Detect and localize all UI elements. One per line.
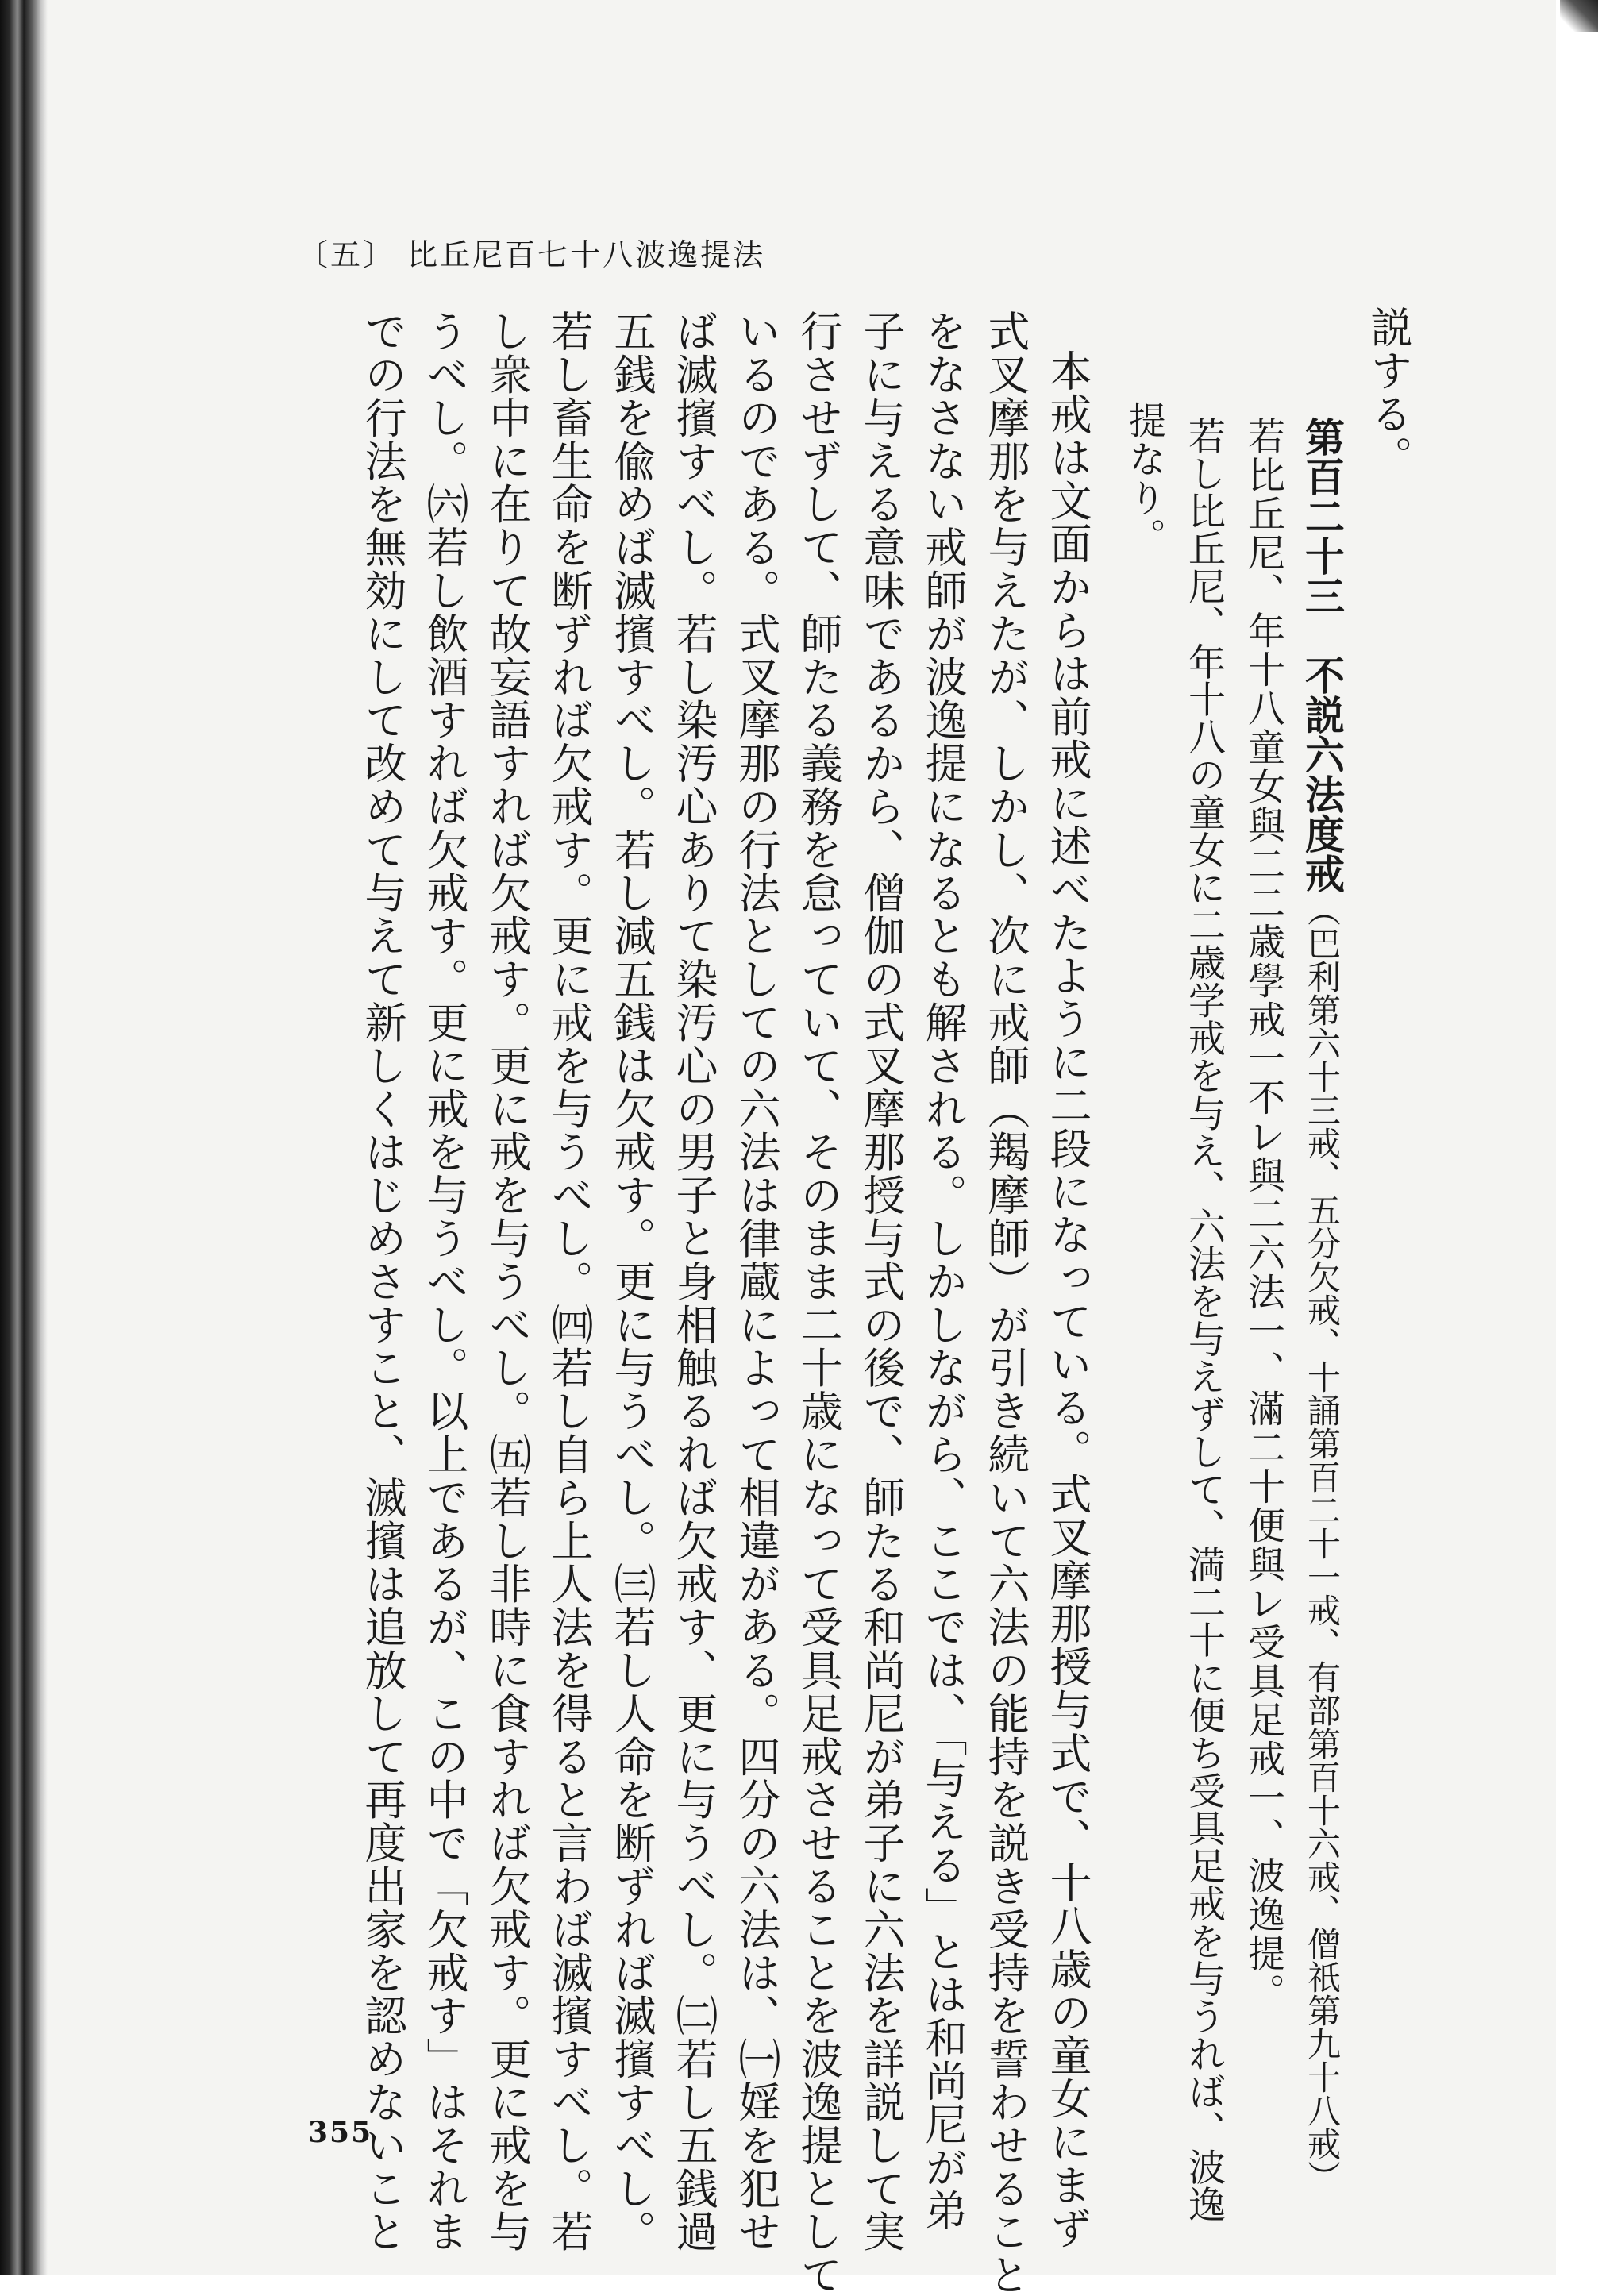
- reading-line-1: 若し比丘尼、年十八の童女に二歳学戒を与え、六法を与えずして、満二十に便ち受具足戒を与うれば、波逸: [1182, 417, 1226, 2224]
- commentary-line-2: 式叉摩那を与えたが、しかし、次に戒師（羯摩師）が引き続いて六法の能持を説き受持を誓わせること: [981, 310, 1030, 2296]
- classical-text: 若比丘尼、年十八童女與二二歳學戒一不レ與二六法一、滿二十便與レ受具足戒一、波逸提。: [1242, 417, 1285, 2012]
- scan-corner-shadow: [1560, 0, 1598, 32]
- commentary-line-8: 五銭を偸めば滅擯すべし。若し減五銭は欠戒す。更に与うべし。㈢若し人命を断ずれば滅擯すべし。: [607, 310, 656, 2253]
- commentary-line-5: 行させずして、師たる義務を怠っていて、そのまま二十歳になって受具足戒させることを波逸提として: [794, 310, 842, 2296]
- commentary-line-6: いるのである。式叉摩那の行法としての六法は律蔵によって相違がある。四分の六法は、㈠婬を犯せ: [732, 310, 780, 2253]
- rule-heading-title: 第百二十三 不説六法度戒: [1299, 417, 1346, 893]
- rule-heading-note: （巴利第六十三戒、五分欠戒、十誦第百二十一戒、有部第百十六戒、僧祇第九十八戒）: [1303, 893, 1342, 2194]
- commentary-line-9: 若し畜生命を断ずれば欠戒す。更に戒を与うべし。㈣若し自ら上人法を得ると言わば滅擯すべし。若: [545, 310, 593, 2253]
- commentary-line-12: での行法を無効にして改めて与えて新しくはじめさすこと、滅擯は追放して再度出家を認めないこと: [358, 310, 406, 2253]
- commentary-line-4: 子に与える意味であるから、僧伽の式叉摩那授与式の後で、師たる和尚尼が弟子に六法を詳説して実: [857, 310, 905, 2253]
- running-head: 〔五〕 比丘尼百七十八波逸提法: [298, 237, 766, 272]
- commentary-line-1: 本戒は文面からは前戒に述べたように二段になっている。式叉摩那授与式で、十八歳の童女にまず: [1043, 349, 1092, 2250]
- rule-heading: [1299, 417, 1346, 2194]
- commentary-line-7: ば滅擯すべし。若し染汚心ありて染汚心の男子と身相触るれば欠戒す、更に与うべし。㈡若し五銭過: [669, 310, 718, 2253]
- opening-line: 説する。: [1364, 306, 1412, 479]
- commentary-line-11: うべし。㈥若し飲酒すれば欠戒す。更に戒を与うべし。以上であるが、この中で「欠戒す」はそれま: [420, 310, 468, 2253]
- commentary-line-10: し衆中に在りて故妄語すれば欠戒す。更に戒を与うべし。㈤若し非時に食すれば欠戒す。更に戒を与: [483, 310, 531, 2253]
- book-binding-gutter: [0, 0, 48, 2275]
- reading-line-2: 提なり。: [1123, 401, 1166, 557]
- commentary-line-3: をなさない戒師が波逸提になるとも解される。しかしながら、ここでは、「与える」とは和尚尼が弟: [919, 310, 967, 2232]
- page-number: 355: [308, 2116, 373, 2149]
